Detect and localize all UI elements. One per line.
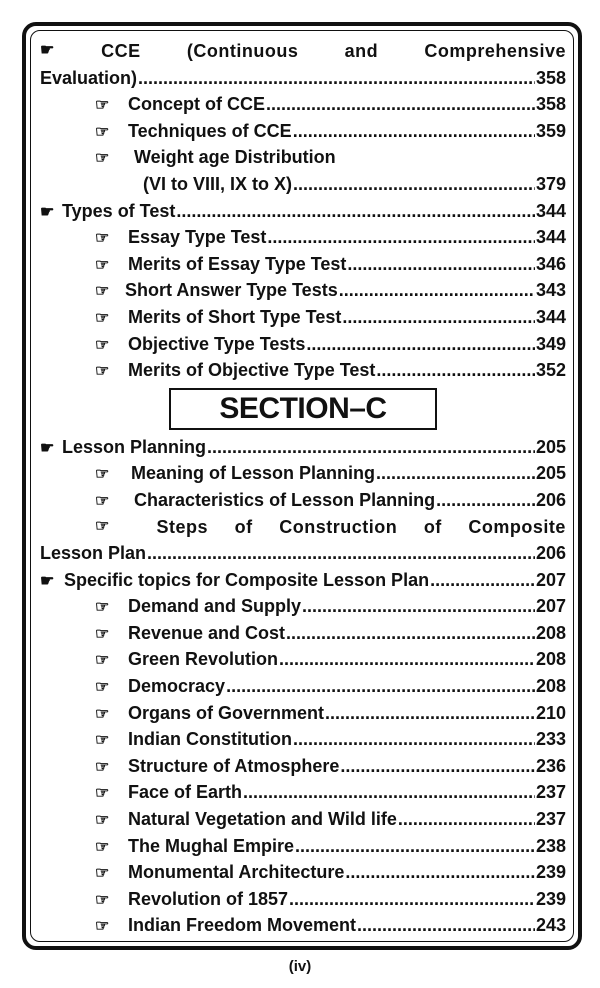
toc-label: Revolution of 1857 (128, 888, 289, 909)
toc-page-number: 358 (535, 94, 566, 115)
toc-page-number: 233 (535, 729, 566, 750)
outline-pointing-hand-icon: ☞ (95, 517, 110, 535)
leader-dots (138, 65, 535, 92)
toc-label: Specific topics for Composite Lesson Plan (64, 569, 430, 590)
toc-page-number: 352 (535, 360, 566, 381)
leader-dots (293, 726, 535, 753)
outline-pointing-hand-icon: ☞ (95, 492, 110, 510)
toc-page-number: 239 (535, 888, 566, 909)
toc-label: Green Revolution (128, 649, 279, 670)
outline-pointing-hand-icon: ☞ (95, 309, 110, 327)
leader-dots (243, 779, 535, 806)
leader-dots (339, 277, 535, 304)
leader-dots (226, 673, 535, 700)
toc-label: Demand and Supply (128, 596, 302, 617)
leader-dots (293, 171, 535, 198)
leader-dots (398, 806, 535, 833)
outline-pointing-hand-icon: ☞ (95, 891, 110, 909)
leader-dots (347, 251, 535, 278)
toc-page-number: 236 (535, 755, 566, 776)
toc-entry-steps (40, 514, 566, 541)
outline-pointing-hand-icon: ☞ (95, 758, 110, 776)
toc-page-number: 208 (535, 649, 566, 670)
toc-label: Techniques of CCE (128, 120, 292, 141)
leader-dots (267, 224, 535, 251)
outline-pointing-hand-icon: ☞ (95, 705, 110, 723)
toc-word: of (234, 516, 253, 537)
toc-entry (40, 144, 566, 171)
toc-page-number: 210 (535, 702, 566, 723)
toc-label: Lesson Planning (62, 436, 207, 457)
outline-pointing-hand-icon: ☞ (95, 652, 110, 670)
toc-page-number: 239 (535, 862, 566, 883)
leader-dots (436, 487, 535, 514)
toc-label: Structure of Atmosphere (128, 755, 340, 776)
toc-page-number: 344 (535, 227, 566, 248)
outline-pointing-hand-icon: ☞ (95, 865, 110, 883)
toc-page-number: 343 (535, 280, 566, 301)
toc-entry (40, 673, 566, 700)
outline-pointing-hand-icon: ☞ (95, 679, 110, 697)
leader-dots (325, 700, 535, 727)
outline-pointing-hand-icon: ☞ (95, 838, 110, 856)
leader-dots (293, 118, 535, 145)
outline-pointing-hand-icon: ☞ (95, 283, 110, 301)
toc-page-number: 349 (535, 333, 566, 354)
outline-pointing-hand-icon: ☞ (95, 150, 110, 168)
toc-entry (40, 753, 566, 780)
toc-label: Concept of CCE (128, 94, 265, 115)
toc-entry (40, 487, 566, 514)
toc-entry (40, 646, 566, 673)
pointing-hand-icon: ☛ (40, 439, 55, 457)
toc-entry (40, 434, 566, 461)
toc-page-number: 206 (535, 489, 566, 510)
toc-entry (40, 460, 566, 487)
toc-label: Short Answer Type Tests (125, 280, 338, 301)
leader-dots (302, 593, 535, 620)
toc-label: Indian Constitution (128, 729, 292, 750)
toc-entry (40, 620, 566, 647)
toc-page-number: 208 (535, 676, 566, 697)
toc-entry (40, 700, 566, 727)
outline-pointing-hand-icon: ☞ (95, 97, 110, 115)
toc-label: Types of Test (62, 200, 176, 221)
outline-pointing-hand-icon: ☞ (95, 918, 110, 936)
leader-dots (266, 91, 535, 118)
toc-page-number: 237 (535, 809, 566, 830)
leader-dots (147, 540, 535, 567)
page-number-footer: (iv) (288, 958, 312, 975)
leader-dots (279, 646, 535, 673)
toc-word: Composite (468, 516, 566, 537)
outline-pointing-hand-icon: ☞ (95, 466, 110, 484)
toc-entry (40, 118, 566, 145)
toc-label: Weight age Distribution (134, 147, 336, 168)
toc-label: Characteristics of Lesson Planning (134, 489, 436, 510)
toc-label: Merits of Short Type Test (128, 306, 342, 327)
toc-entry-steps-continued (40, 540, 566, 567)
toc-entry (40, 91, 566, 118)
toc-label: Democracy (128, 676, 226, 697)
toc-word: CCE (101, 41, 141, 61)
toc-entry (40, 779, 566, 806)
pointing-hand-icon: ☛ (40, 203, 55, 221)
toc-word: and (344, 41, 379, 61)
toc-entry (40, 726, 566, 753)
outline-pointing-hand-icon: ☞ (95, 230, 110, 248)
outline-pointing-hand-icon: ☞ (95, 336, 110, 354)
leader-dots (430, 567, 535, 594)
leader-dots (286, 620, 535, 647)
toc-word: (Continuous (186, 41, 299, 61)
table-of-contents (40, 38, 566, 939)
toc-word: Construction (279, 516, 398, 537)
toc-entry (40, 567, 566, 594)
toc-page-number: 237 (535, 782, 566, 803)
toc-label: Indian Freedom Movement (128, 915, 357, 936)
toc-entry (40, 224, 566, 251)
toc-page-number: 359 (535, 120, 566, 141)
toc-entry (40, 833, 566, 860)
toc-page-number: 238 (535, 835, 566, 856)
leader-dots (345, 859, 535, 886)
toc-label: Revenue and Cost (128, 622, 286, 643)
toc-entry (40, 251, 566, 278)
toc-page-number: 346 (535, 253, 566, 274)
toc-entry (40, 277, 566, 304)
toc-page-number: 205 (535, 436, 566, 457)
toc-label: Merits of Objective Type Test (128, 360, 376, 381)
toc-page-number: 207 (535, 569, 566, 590)
toc-word: Steps (156, 516, 208, 537)
toc-entry (40, 304, 566, 331)
toc-label: Face of Earth (128, 782, 243, 803)
toc-entry (40, 357, 566, 384)
toc-label: Natural Vegetation and Wild life (128, 809, 397, 830)
outline-pointing-hand-icon: ☞ (95, 812, 110, 830)
toc-label: Meaning of Lesson Planning (131, 463, 376, 484)
leader-dots (306, 331, 535, 358)
toc-label: Objective Type Tests (128, 333, 306, 354)
toc-label: Essay Type Test (128, 227, 267, 248)
leader-dots (176, 198, 535, 225)
toc-page-number: 344 (535, 306, 566, 327)
toc-page-number: 243 (535, 915, 566, 936)
toc-entry (40, 806, 566, 833)
outline-pointing-hand-icon: ☞ (95, 785, 110, 803)
outline-pointing-hand-icon: ☞ (95, 625, 110, 643)
leader-dots (376, 357, 535, 384)
toc-entry (40, 886, 566, 913)
pointing-hand-icon: ☛ (40, 42, 55, 59)
outline-pointing-hand-icon: ☞ (95, 123, 110, 141)
toc-label: (VI to VIII, IX to X) (143, 173, 293, 194)
pointing-hand-icon: ☛ (40, 572, 55, 590)
leader-dots (295, 833, 535, 860)
outline-pointing-hand-icon: ☞ (95, 256, 110, 274)
toc-page-number: 206 (535, 543, 566, 564)
toc-entry (40, 331, 566, 358)
toc-entry (40, 198, 566, 225)
toc-label: Lesson Plan (40, 543, 147, 564)
toc-page-number: 205 (535, 463, 566, 484)
toc-entry-cce-continued (40, 65, 566, 92)
toc-label: Organs of Government (128, 702, 325, 723)
toc-page-number: 379 (535, 173, 566, 194)
leader-dots (342, 304, 535, 331)
leader-dots (289, 886, 535, 913)
leader-dots (376, 460, 535, 487)
toc-entry (40, 912, 566, 939)
section-heading: SECTION–C (169, 388, 437, 430)
toc-page-number: 207 (535, 596, 566, 617)
toc-page-number: 208 (535, 622, 566, 643)
toc-word: of (423, 516, 442, 537)
toc-entry (40, 593, 566, 620)
toc-label: Monumental Architecture (128, 862, 345, 883)
topic-list (40, 593, 566, 939)
toc-entry (40, 859, 566, 886)
toc-page-number: 358 (535, 67, 566, 88)
toc-word: Comprehensive (424, 41, 566, 61)
toc-page-number: 344 (535, 200, 566, 221)
leader-dots (340, 753, 535, 780)
leader-dots (357, 912, 535, 939)
toc-label: Merits of Essay Type Test (128, 253, 347, 274)
outline-pointing-hand-icon: ☞ (95, 363, 110, 381)
outline-pointing-hand-icon: ☞ (95, 732, 110, 750)
toc-entry-cce (40, 38, 566, 65)
leader-dots (207, 434, 535, 461)
outline-pointing-hand-icon: ☞ (95, 599, 110, 617)
toc-label: The Mughal Empire (128, 835, 295, 856)
toc-label: Evaluation) (40, 67, 138, 88)
toc-entry-continued (40, 171, 566, 198)
